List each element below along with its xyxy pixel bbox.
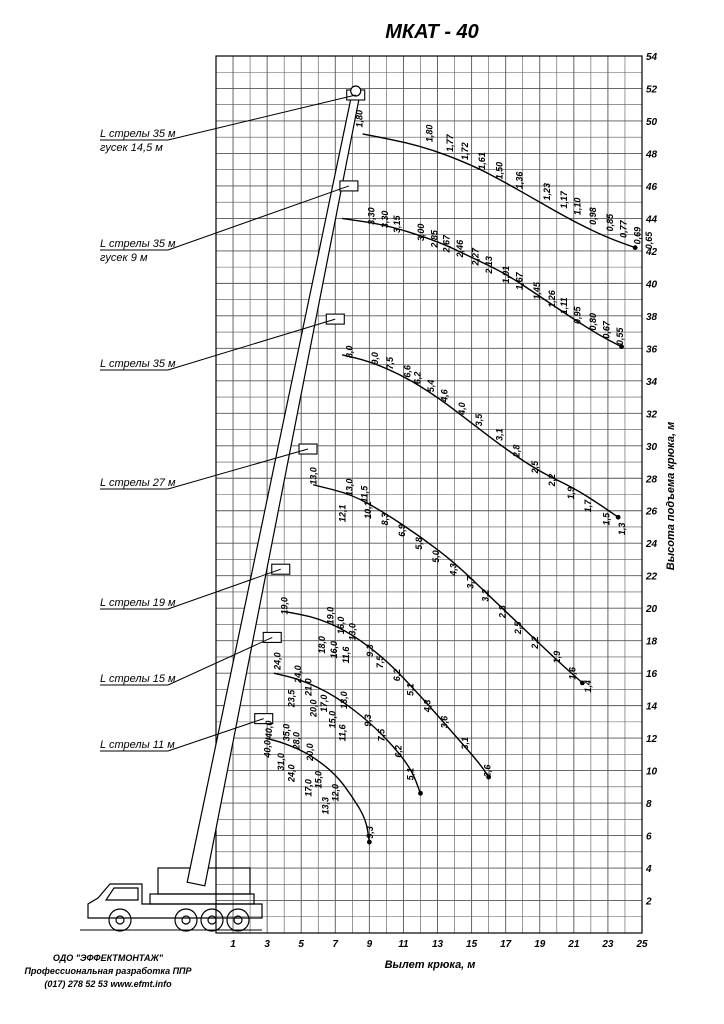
x-tick-label: 1 [230, 939, 236, 950]
capacity-label: 31,0 [276, 753, 287, 771]
capacity-label: 17,0 [303, 779, 314, 797]
capacity-label: 5,4 [426, 379, 437, 393]
capacity-label: 2,5 [513, 621, 524, 635]
capacity-label: 11,6 [340, 646, 351, 664]
y-tick-label: 2 [646, 896, 652, 908]
chart-title: МКАТ - 40 [385, 21, 479, 43]
capacity-label: 1,77 [444, 134, 455, 152]
y-tick-label: 46 [646, 181, 658, 193]
capacity-label: 7,5 [374, 655, 385, 669]
x-tick-label: 7 [332, 939, 339, 950]
capacity-label: 1,23 [541, 183, 552, 201]
capacity-label: 7,5 [376, 728, 387, 742]
capacity-label: 2,2 [547, 473, 558, 487]
capacity-label: 1,3 [616, 522, 627, 536]
x-tick-label: 13 [431, 939, 444, 950]
capacity-label: 2,85 [429, 230, 440, 248]
capacity-label: 24,0 [293, 665, 304, 683]
capacity-label: 4,6 [439, 389, 450, 402]
capacity-label: 6,2 [393, 745, 404, 758]
y-tick-label: 8 [646, 799, 652, 811]
capacity-label: 13,0 [308, 467, 319, 485]
capacity-label: 0,85 [605, 213, 616, 232]
capacity-label: 13,3 [320, 796, 331, 815]
y-tick-label: 32 [646, 409, 658, 421]
capacity-label: 1,4 [582, 680, 593, 693]
capacity-label: 1,80 [354, 109, 365, 128]
y-tick-label: 22 [646, 571, 658, 583]
capacity-label: 24,0 [286, 764, 297, 782]
capacity-label: 8,0 [344, 345, 355, 359]
capacity-label: 1,17 [559, 191, 570, 209]
capacity-label: 6,2 [392, 668, 403, 682]
capacity-label: 9,3 [364, 826, 375, 839]
x-tick-label: 3 [264, 939, 270, 950]
capacity-label: 1,80 [424, 124, 435, 143]
capacity-label: 28,0 [291, 731, 302, 750]
boom-label: L стрелы 11 м [100, 739, 175, 751]
capacity-label: 8,3 [380, 512, 391, 526]
y-tick-label: 14 [646, 701, 658, 713]
capacity-label: 1,50 [494, 161, 505, 180]
capacity-label: 4,3 [422, 699, 433, 713]
y-tick-label: 24 [646, 539, 658, 551]
y-tick-label: 42 [646, 246, 658, 258]
x-tick-label: 11 [398, 939, 409, 950]
x-tick-label: 23 [602, 939, 614, 950]
capacity-label: 6,9 [397, 524, 408, 537]
capacity-label: 1,9 [552, 650, 563, 664]
y-tick-label: 54 [646, 52, 658, 63]
x-tick-label: 5 [298, 939, 304, 950]
boom-label-jib: гусек 9 м [100, 252, 148, 264]
footer-tagline: Профессиональная разработка ППР [24, 966, 192, 976]
y-axis-label: Высота подъема крюка, м [665, 421, 677, 571]
capacity-label: 12,0 [330, 783, 341, 802]
capacity-label: 3,7 [465, 576, 476, 589]
boom-label: L стрелы 15 м [100, 673, 176, 685]
capacity-label: 3,1 [460, 736, 471, 750]
capacity-label: 1,6 [567, 667, 578, 680]
capacity-label: 13,0 [347, 623, 358, 641]
footer-company: ОДО "ЭФФЕКТМОНТАЖ" [52, 953, 164, 963]
capacity-label: 10,1 [363, 501, 374, 519]
capacity-label: 2,13 [484, 256, 495, 274]
capacity-label: 16,0 [335, 616, 346, 635]
capacity-label: 3,5 [473, 413, 484, 427]
x-axis-label: Вылет крюка, м [384, 959, 476, 971]
capacity-label: 20,0 [308, 699, 319, 717]
capacity-label: 2,67 [441, 234, 452, 253]
capacity-label: 21,0 [303, 678, 314, 696]
boom-label-jib: гусек 14,5 м [100, 142, 163, 154]
capacity-label: 9,3 [363, 714, 374, 727]
footer [8, 952, 208, 991]
capacity-label: 13,0 [344, 478, 355, 497]
capacity-label: 23,5 [286, 689, 297, 708]
curve-end-point [367, 840, 372, 845]
capacity-label: 1,72 [460, 142, 471, 160]
curve-end-point [633, 245, 638, 250]
footer-contact: (017) 278 52 53 www.efmt.info [44, 979, 172, 989]
curve-end-point [616, 515, 621, 520]
capacity-label: 1,91 [501, 265, 512, 284]
boom-tip-pulley [351, 86, 361, 96]
capacity-label: 12,1 [337, 504, 348, 523]
capacity-label: 0,77 [618, 220, 629, 238]
capacity-label: 1,26 [547, 290, 558, 308]
capacity-label: 19,0 [279, 597, 290, 615]
capacity-label: 2,2 [530, 636, 541, 649]
capacity-label: 2,8 [497, 605, 508, 618]
capacity-label: 0,65 [644, 231, 655, 250]
capacity-label: 16,0 [328, 641, 339, 659]
y-tick-label: 38 [646, 311, 658, 323]
capacity-label: 11,5 [359, 485, 370, 503]
capacity-label: 1,67 [514, 272, 525, 290]
capacity-label: 5,8 [414, 537, 425, 550]
capacity-label: 1,11 [559, 297, 570, 315]
y-tick-label: 26 [646, 506, 658, 518]
capacity-label: 7,5 [385, 356, 396, 370]
y-tick-label: 34 [646, 376, 658, 388]
capacity-label: 20,0 [305, 743, 316, 761]
boom-label: L стрелы 35 м [100, 358, 176, 370]
capacity-label: 3,2 [480, 589, 491, 602]
y-tick-label: 48 [646, 149, 658, 161]
capacity-label: 3,30 [366, 207, 377, 225]
capacity-label: 6,2 [412, 371, 423, 385]
y-tick-label: 12 [646, 734, 658, 746]
capacity-label: 18,0 [317, 636, 328, 654]
x-tick-label: 17 [500, 939, 512, 950]
capacity-label: 2,27 [470, 247, 481, 266]
capacity-label: 11,6 [337, 724, 348, 742]
capacity-label: 5,1 [405, 683, 416, 696]
capacity-label: 0,98 [587, 207, 598, 225]
capacity-label: 0,80 [587, 312, 598, 331]
capacity-label: 17,0 [318, 694, 329, 713]
capacity-label: 13,0 [339, 691, 350, 709]
capacity-label: 2,46 [455, 239, 466, 258]
capacity-label: 40,0 [264, 720, 275, 739]
y-tick-label: 16 [646, 669, 658, 681]
capacity-label: 5,1 [405, 767, 416, 781]
y-tick-label: 30 [646, 441, 658, 453]
boom-label: L стрелы 27 м [100, 477, 176, 489]
capacity-label: 0,69 [632, 226, 643, 245]
capacity-label: 5,0 [431, 550, 442, 563]
curve-end-point [418, 791, 423, 796]
y-tick-label: 18 [646, 636, 658, 648]
capacity-label: 1,36 [514, 171, 525, 190]
capacity-label: 15,0 [313, 770, 324, 789]
capacity-label: 0,67 [601, 321, 612, 339]
capacity-label: 19,0 [325, 606, 336, 625]
y-tick-label: 52 [646, 84, 658, 96]
y-tick-label: 40 [646, 279, 658, 291]
capacity-label: 35,0 [281, 723, 292, 742]
x-tick-label: 25 [636, 939, 648, 950]
capacity-label: 2,6 [482, 764, 493, 778]
y-tick-label: 28 [646, 474, 658, 486]
y-tick-label: 4 [646, 864, 652, 876]
x-tick-label: 21 [568, 939, 580, 950]
capacity-label: 4,3 [448, 563, 459, 576]
capacity-label: 3,30 [380, 210, 391, 229]
boom-label: L стрелы 35 м [100, 128, 176, 140]
x-tick-label: 19 [534, 939, 546, 950]
y-tick-label: 6 [646, 831, 652, 843]
capacity-label: 3,1 [494, 428, 505, 441]
capacity-label: 1,7 [582, 499, 593, 513]
capacity-label: 40,0 [262, 740, 273, 758]
capacity-label: 1,45 [531, 282, 542, 300]
capacity-label: 6,6 [402, 365, 413, 378]
capacity-label: 0,55 [615, 327, 626, 346]
y-tick-label: 50 [646, 116, 658, 128]
capacity-label: 3,00 [415, 223, 426, 242]
capacity-label: 1,9 [565, 486, 576, 500]
capacity-label: 2,5 [530, 460, 541, 474]
boom-label: L стрелы 35 м [100, 238, 176, 250]
capacity-label: 1,61 [477, 152, 488, 170]
boom-label: L стрелы 19 м [100, 597, 176, 609]
y-tick-label: 20 [646, 604, 658, 616]
capacity-label: 15,0 [327, 710, 338, 729]
y-tick-label: 44 [646, 214, 658, 226]
capacity-label: 24,0 [272, 652, 283, 670]
x-tick-label: 15 [466, 939, 478, 950]
capacity-label: 9,3 [364, 644, 375, 657]
capacity-label: 1,10 [572, 197, 583, 216]
capacity-label: 3,6 [439, 715, 450, 729]
capacity-label: 3,15 [392, 215, 403, 234]
capacity-label: 1,5 [601, 512, 612, 526]
x-tick-label: 9 [366, 939, 373, 950]
capacity-label: 4,0 [456, 402, 467, 415]
y-tick-label: 36 [646, 344, 658, 356]
capacity-label: 2,8 [511, 444, 522, 458]
y-tick-label: 10 [646, 766, 658, 778]
capacity-label: 9,0 [369, 352, 380, 365]
capacity-label: 0,95 [572, 306, 583, 324]
